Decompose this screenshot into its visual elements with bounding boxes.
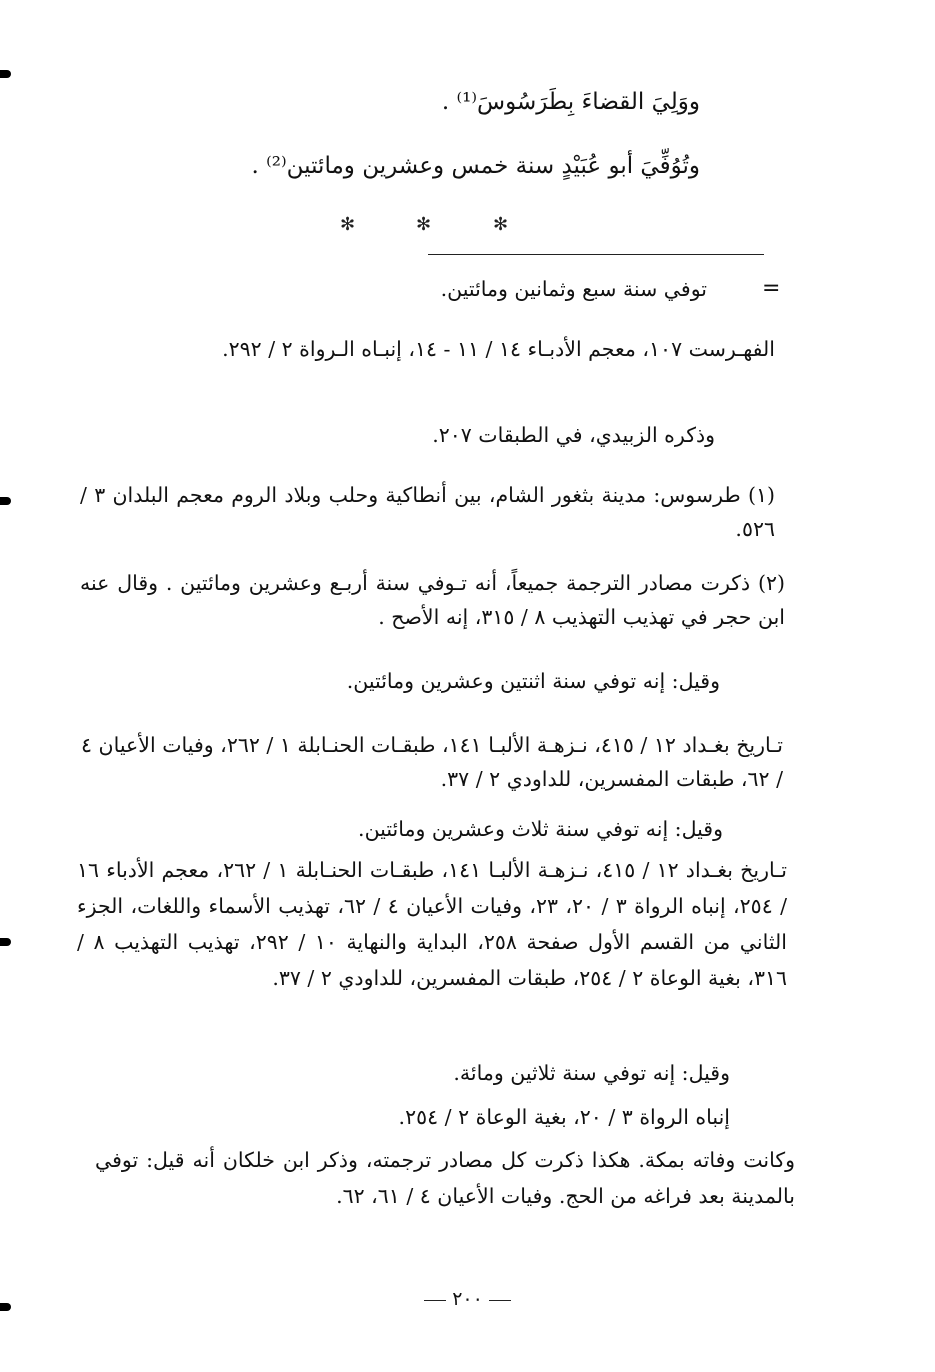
star-icon: ✻ xyxy=(493,214,509,235)
star-icon: ✻ xyxy=(416,214,432,235)
footnote-continuation-1: توفي سنة سبع وثمانين ومائتين. xyxy=(440,277,707,301)
main-line-2: وتُوُفِّيَ أبو عُبَيْدٍ سنة خمس وعشرين ومائتين⁽²⁾ . xyxy=(251,153,700,179)
footnote-2-variant-a: وقيل: إنه توفي سنة اثنتين وعشرين ومائتين. xyxy=(346,669,720,693)
footnote-2-sources-b: تـاريخ بغـداد ١٢ / ٤١٥، نـزهـة الألبـا ١٤١، طبقـات الحنـابلة ١ / ٢٦٢، معجم الأدباء ١٦ / ٢٥٤، إنباه الرواة ٣ / ٢٠، ٢٣، وفيات الأعيان ٤ / ٦٢، تهذيب الأسماء واللغات، الجزء الثاني من القسم الأول صفحة ٢٥٨، البداية والنهاية ١٠ / ٢٩٢، تهذيب التهذيب ٨ / ٣١٦، بغية الوعاة ٢ / ٢٥٤، طبقات المفسرين، للداودي ٢ / ٣٧. xyxy=(77,858,788,990)
footnote-2-variant-b: وقيل: إنه توفي سنة ثلاث وعشرين ومائتين. xyxy=(358,817,723,841)
continuation-marker: = xyxy=(762,276,781,301)
footnote-2-sources-a: تـاريخ بغـداد ١٢ / ٤١٥، نـزهـة الألبـا ١٤١، طبقـات الحنـابلة ١ / ٢٦٢، وفيات الأعيان ٤ / ٦٢، طبقات المفسرين، للداودي ٢ / ٣٧. xyxy=(81,733,783,791)
star-icon: ✻ xyxy=(340,214,356,235)
footnote-2-variant-c: وقيل: إنه توفي سنة ثلاثين ومائة. xyxy=(453,1061,730,1085)
asterism-separator xyxy=(0,214,935,244)
footnote-2: (٢) ذكرت مصادر الترجمة جميعاً، أنه تـوفي سنة أربـع وعشرين ومائتين . وقال عنه ابن حجر في تهذيب التهذيب ٨ / ٣١٥، إنه الأصح . xyxy=(80,571,785,629)
footnote-2-sources-c: إنباه الرواة ٣ / ٢٠، بغية الوعاة ٢ / ٢٥٤. xyxy=(398,1105,730,1129)
page-number-value: ٢٠٠ xyxy=(452,1288,483,1310)
page-number-dash xyxy=(424,1300,446,1301)
edge-mark xyxy=(0,938,11,946)
footnote-2-death-place: وكانت وفاته بمكة. هكذا ذكرت كل مصادر ترجمته، وذكر ابن خلكان أنه قيل: توفي بالمدينة بعد فراغه من الحج. وفيات الأعيان ٤ / ٦١، ٦٢. xyxy=(95,1148,795,1208)
footnote-rule xyxy=(428,254,764,255)
page-number-dash xyxy=(489,1300,511,1301)
footnote-1: (١) طرسوس: مدينة بثغور الشام، بين أنطاكية وحلب وبلاد الروم معجم البلدان ٣ / ٥٢٦. xyxy=(80,483,775,541)
footnote-continuation-2: الفهـرست ١٠٧، معجم الأدبـاء ١٤ / ١١ - ١٤، إنبـاه الـرواة ٢ / ٢٩٢. xyxy=(222,337,775,361)
footnote-continuation-3: وذكره الزبيدي، في الطبقات ٢٠٧. xyxy=(432,423,715,447)
edge-mark xyxy=(0,70,11,78)
main-line-1: ووَلِيَ القضاءَ بِطَرَسُوسَ⁽¹⁾ . xyxy=(441,89,700,115)
page-number xyxy=(0,1288,935,1310)
edge-mark xyxy=(0,497,11,505)
